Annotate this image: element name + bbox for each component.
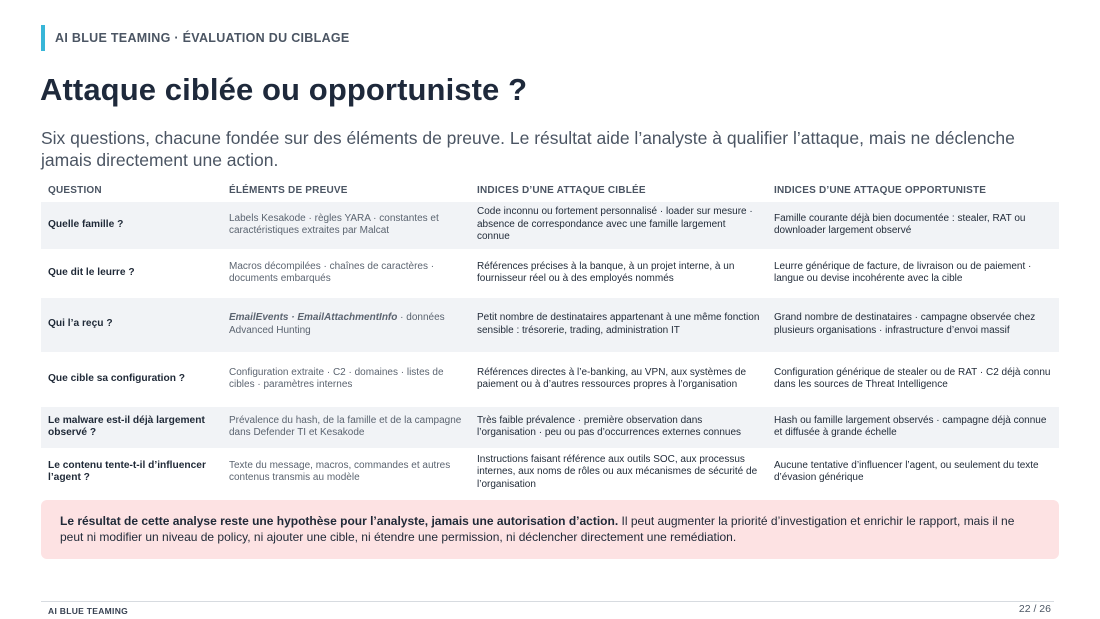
evidence-cell: Texte du message, macros, commandes et autres contenus transmis au modèle bbox=[222, 448, 470, 496]
footer-label: AI BLUE TEAMING bbox=[48, 606, 129, 616]
opportunistic-cell: Configuration générique de stealer ou de RAT · C2 déjà connu dans les sources de Threat Intelligence bbox=[767, 352, 1059, 406]
question-cell: Quelle famille ? bbox=[41, 201, 222, 249]
table-row bbox=[41, 448, 1059, 496]
targeted-cell: Code inconnu ou fortement personnalisé · loader sur mesure · absence de correspondance avec une famille largement connue bbox=[470, 201, 767, 249]
table-row bbox=[41, 406, 1059, 448]
opportunistic-cell: Hash ou famille largement observés · campagne déjà connue et diffusée à grande échelle bbox=[767, 406, 1059, 448]
opportunistic-cell: Aucune tentative d’influencer l’agent, ou seulement du texte d’évasion générique bbox=[767, 448, 1059, 496]
opportunistic-cell: Famille courante déjà bien documentée : stealer, RAT ou downloader largement observé bbox=[767, 201, 1059, 249]
column-header-question: QUESTION bbox=[48, 184, 102, 196]
question-cell: Le contenu tente-t-il d’influencer l’agent ? bbox=[41, 448, 222, 496]
section-kicker: AI BLUE TEAMING · ÉVALUATION DU CIBLAGE bbox=[41, 25, 350, 51]
evidence-table bbox=[41, 180, 1059, 496]
targeted-cell: Très faible prévalence · première observation dans l’organisation · peu ou pas d’occurrences externes connues bbox=[470, 406, 767, 448]
table-row bbox=[41, 249, 1059, 297]
evidence-cell bbox=[222, 297, 470, 352]
evidence-cell: Labels Kesakode · règles YARA · constantes et caractéristiques extraites par Malcat bbox=[222, 201, 470, 249]
callout-text: Il peut augmenter la priorité d’investigation et enrichir le rapport, mais il ne peut ni modifier un niveau de policy, ni ajouter une cible, ni étendre une permission, ni déclencher directement une remédiation. bbox=[60, 514, 1015, 544]
question-cell: Que cible sa configuration ? bbox=[41, 352, 222, 406]
page-number: 22 / 26 bbox=[1018, 603, 1051, 615]
evidence-cell: Macros décompilées · chaînes de caractères · documents embarqués bbox=[222, 249, 470, 297]
column-header-opportunistic: INDICES D’UNE ATTAQUE OPPORTUNISTE bbox=[774, 184, 987, 196]
column-header-evidence: ÉLÉMENTS DE PREUVE bbox=[229, 184, 348, 196]
targeted-cell: Références précises à la banque, à un projet interne, à un fournisseur réel ou à des employés nommés bbox=[470, 249, 767, 297]
page-title: Attaque ciblée ou opportuniste ? bbox=[40, 72, 528, 107]
targeted-cell: Instructions faisant référence aux outils SOC, aux processus internes, aux noms de rôles ou aux mécanismes de sécurité de l’organisation bbox=[470, 448, 767, 496]
evidence-cell: Prévalence du hash, de la famille et de la campagne dans Defender TI et Kesakode bbox=[222, 406, 470, 448]
column-header-targeted: INDICES D’UNE ATTAQUE CIBLÉE bbox=[477, 184, 646, 196]
opportunistic-cell: Grand nombre de destinataires · campagne observée chez plusieurs organisations · infrastructure d’envoi massif bbox=[767, 297, 1059, 352]
targeted-cell: Références directes à l’e-banking, au VPN, aux systèmes de paiement ou à d’autres ressources propres à l’organisation bbox=[470, 352, 767, 406]
footer-divider bbox=[41, 601, 1054, 602]
evidence-cell: Configuration extraite · C2 · domaines · listes de cibles · paramètres internes bbox=[222, 352, 470, 406]
question-cell: Que dit le leurre ? bbox=[41, 249, 222, 297]
table-row bbox=[41, 297, 1059, 352]
table-header-row bbox=[41, 180, 1059, 201]
table-row bbox=[41, 201, 1059, 249]
targeted-cell: Petit nombre de destinataires appartenant à une même fonction sensible : trésorerie, trading, administration IT bbox=[470, 297, 767, 352]
question-cell: Qui l’a reçu ? bbox=[41, 297, 222, 352]
opportunistic-cell: Leurre générique de facture, de livraison ou de paiement · langue ou devise incohérente avec la cible bbox=[767, 249, 1059, 297]
evidence-text: · données Advanced Hunting bbox=[229, 312, 445, 336]
warning-callout bbox=[41, 500, 1059, 559]
evidence-tables-emphasis: EmailEvents · EmailAttachmentInfo bbox=[229, 312, 398, 323]
question-cell: Le malware est-il déjà largement observé ? bbox=[41, 406, 222, 448]
page-subtitle: Six questions, chacune fondée sur des éléments de preuve. Le résultat aide l’analyste à qualifier l’attaque, mais ne déclenche jamais directement une action. bbox=[41, 128, 1015, 170]
table-row bbox=[41, 352, 1059, 406]
callout-bold-text: Le résultat de cette analyse reste une hypothèse pour l’analyste, jamais une autorisation d’action. bbox=[60, 514, 619, 528]
